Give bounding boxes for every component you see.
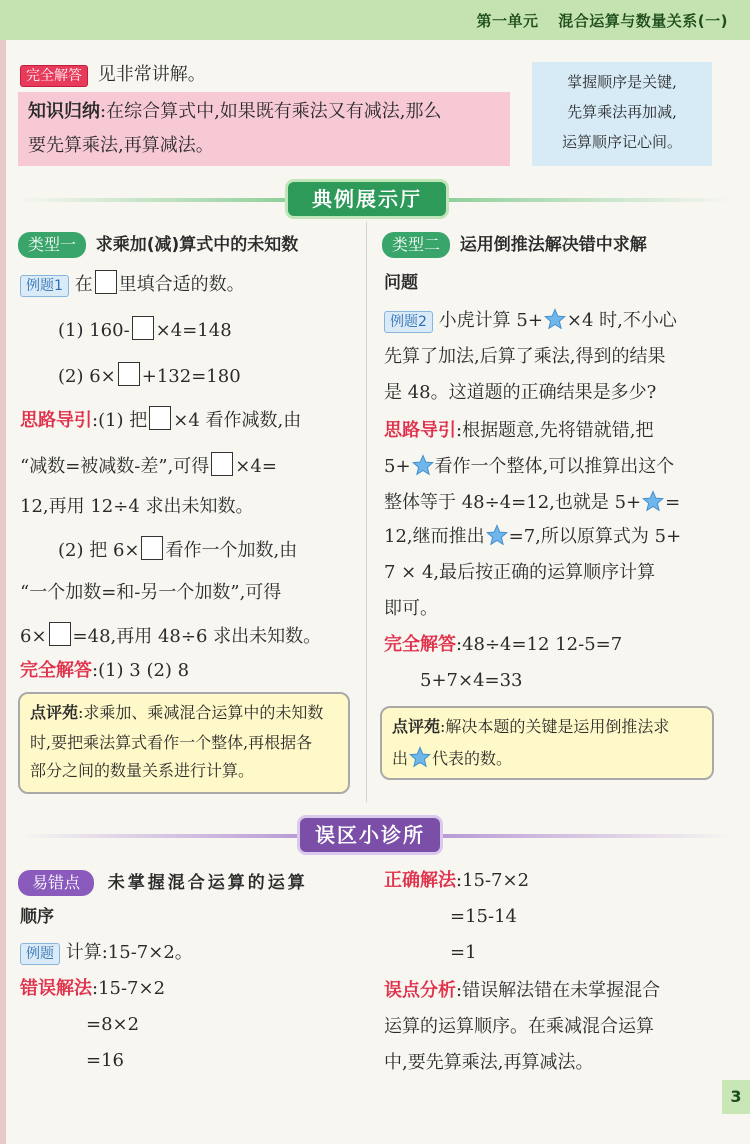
mistake-example-line — [20, 940, 193, 966]
wrong-solution-line-3: =16 — [86, 1050, 124, 1071]
guide1-line-5: “一个加数=和-另一个加数”,可得 — [20, 582, 282, 603]
answer1-text: :(1) 3 (2) 8 — [92, 660, 190, 681]
guide1-line-3: 12,再用 12÷4 求出未知数。 — [20, 496, 254, 517]
intro-text: 见非常讲解。 — [97, 64, 206, 85]
guide2-text-e: 12,继而推出 — [384, 526, 485, 547]
question-2 — [58, 362, 241, 390]
left-edge-strip — [0, 40, 6, 1144]
guide-label: 思路导引 — [20, 410, 92, 431]
banner-line-left — [20, 198, 288, 202]
comment2-line-1: :解决本题的关键是运用倒推法求 — [440, 717, 670, 736]
example2-tag: 例题2 — [384, 311, 433, 333]
guide1-text-b: ×4 看作减数,由 — [173, 410, 302, 431]
error-point-pill: 易错点 — [18, 870, 94, 896]
wrong-solution-text-1: :15-7×2 — [92, 978, 166, 999]
guide2-text-c: 看作一个整体,可以推算出这个 — [434, 456, 675, 477]
column-divider — [366, 222, 367, 802]
summary-label: 知识归纳 — [28, 101, 100, 122]
comment1-line-2: 时,要把乘法算式看作一个整体,再根据各 — [30, 733, 313, 752]
question-1 — [58, 316, 232, 344]
answer-box — [118, 362, 140, 386]
example1-text-a: 在 — [74, 274, 93, 295]
correct-solution-label: 正确解法 — [384, 870, 456, 891]
guide2-line-3: 整体等于 48÷4=12,也就是 5+ = — [384, 492, 681, 513]
banner-line-right — [446, 198, 730, 202]
mistake-example-tag: 例题 — [20, 943, 60, 965]
analysis-line-2: 运算的运算顺序。在乘减混合运算 — [384, 1016, 654, 1037]
guide2-line-2 — [384, 454, 674, 480]
guide1-text-g: 6× — [20, 626, 47, 647]
rhyme-box — [532, 62, 712, 166]
star-icon — [642, 490, 664, 512]
error-point-title-1: 未掌握混合运算的运算 — [107, 873, 308, 893]
example2-text-a: 小虎计算 5+ — [438, 310, 543, 331]
wrong-solution-line-1 — [20, 976, 165, 1002]
answer2-line-2: 5+7×4=33 — [420, 670, 523, 691]
correct-solution-line-3: =1 — [450, 942, 477, 963]
guide1-text-h: =48,再用 48÷6 求出未知数。 — [72, 626, 322, 647]
banner-line-left — [20, 834, 300, 838]
summary-line-2: 要先算乘法,再算减法。 — [28, 135, 214, 156]
intro-line — [20, 60, 206, 87]
error-point-title-2: 顺序 — [20, 907, 54, 927]
guide1-line-2 — [20, 452, 277, 480]
error-point-heading — [18, 868, 308, 896]
analysis-label: 误点分析 — [384, 980, 456, 1001]
guide1-line-6 — [20, 622, 321, 650]
banner-line-right — [440, 834, 730, 838]
q1-text-b: ×4=148 — [155, 320, 232, 341]
type-two-title-1: 运用倒推法解决错中求解 — [459, 235, 647, 255]
comment2-text-a: 出 — [392, 749, 409, 768]
example2-text-b: ×4 时,不小心 — [566, 310, 677, 331]
correct-solution-line-1 — [384, 868, 529, 894]
answer-label: 完全解答 — [384, 634, 456, 655]
star-icon — [409, 746, 431, 768]
type-one-pill: 类型一 — [18, 232, 86, 258]
answer-box — [149, 406, 171, 430]
guide2-line-6: 即可。 — [384, 598, 438, 619]
example2-line-2: 先算了加法,后算了乘法,得到的结果 — [384, 346, 666, 367]
comment1-line-1: :求乘加、乘减混合运算中的未知数 — [78, 703, 324, 722]
section-banner-mistakes: 误区小诊所 — [300, 818, 440, 852]
example2-line-3: 是 48。这道题的正确结果是多少? — [384, 382, 657, 403]
rhyme-line: 运算顺序记心间。 — [561, 133, 682, 151]
comment-box-2 — [380, 706, 714, 780]
q1-text-a: (1) 160- — [58, 320, 130, 341]
summary-line-1: :在综合算式中,如果既有乘法又有减法,那么 — [100, 101, 442, 122]
guide1-text-c: “减数=被减数-差”,可得 — [20, 456, 210, 477]
example1-line — [20, 270, 245, 298]
comment-label: 点评苑 — [392, 717, 441, 736]
guide1-text-d: ×4= — [235, 456, 277, 477]
guide2-text-a: :根据题意,先将错就错,把 — [456, 420, 654, 441]
guide1-text-a: :(1) 把 — [92, 410, 148, 431]
star-icon — [544, 308, 566, 330]
analysis-line-3: 中,要先算乘法,再算减法。 — [384, 1052, 594, 1073]
page-number: 3 — [722, 1080, 750, 1114]
rhyme-line: 掌握顺序是关键, — [567, 73, 677, 91]
q2-text-b: +132=180 — [141, 366, 241, 387]
mistake-question: 计算:15-7×2。 — [65, 942, 193, 963]
header-text — [463, 10, 728, 31]
answer-box — [141, 536, 163, 560]
comment2-text-b: 代表的数。 — [432, 749, 513, 768]
wrong-solution-label: 错误解法 — [20, 978, 92, 999]
guide1-line-1 — [20, 406, 301, 434]
complete-answer-tag: 完全解答 — [20, 65, 88, 87]
type-two-title-2: 问题 — [384, 273, 418, 293]
answer-box — [132, 316, 154, 340]
type-one-heading — [18, 230, 298, 258]
example1-text-b: 里填合适的数。 — [118, 274, 245, 295]
answer1-line — [20, 658, 189, 684]
answer-box — [95, 270, 117, 294]
comment-label: 点评苑 — [30, 703, 79, 722]
guide2-line-5: 7 × 4,最后按正确的运算顺序计算 — [384, 562, 656, 583]
rhyme-line: 先算乘法再加减, — [567, 103, 677, 121]
guide1-text-e: (2) 把 6× — [58, 540, 140, 561]
analysis-text-1: :错误解法错在未掌握混合 — [456, 980, 661, 1001]
guide2-text-f: =7,所以原算式为 5+ — [508, 526, 682, 547]
guide2-text-b: 5+ — [384, 456, 411, 477]
type-two-heading — [382, 230, 647, 258]
answer-box — [211, 452, 233, 476]
correct-solution-line-2: =15-14 — [450, 906, 517, 927]
guide2-line-4 — [384, 524, 681, 550]
unit-label: 第一单元 — [476, 12, 539, 30]
knowledge-summary-box — [18, 92, 510, 166]
comment-box-1 — [18, 692, 350, 794]
star-icon — [412, 454, 434, 476]
example2-line-1 — [384, 308, 677, 334]
type-two-pill: 类型二 — [382, 232, 450, 258]
guide1-line-4 — [58, 536, 297, 564]
answer-box — [49, 622, 71, 646]
type-one-title: 求乘加(减)算式中的未知数 — [95, 235, 299, 255]
wrong-solution-line-2: =8×2 — [86, 1014, 140, 1035]
top-header-bar — [0, 0, 750, 40]
answer2-line-1 — [384, 632, 622, 658]
analysis-line-1 — [384, 978, 660, 1004]
guide1-text-f: 看作一个加数,由 — [165, 540, 298, 561]
correct-solution-text-1: :15-7×2 — [456, 870, 530, 891]
example1-tag: 例题1 — [20, 275, 69, 297]
guide2-text-d: 整体等于 48÷4=12,也就是 5+ — [384, 492, 642, 513]
answer2-text-1: :48÷4=12 12-5=7 — [456, 634, 623, 655]
star-icon — [486, 524, 508, 546]
comment1-line-3: 部分之间的数量关系进行计算。 — [30, 761, 255, 780]
chapter-title: 混合运算与数量关系(一) — [558, 12, 728, 30]
answer-label: 完全解答 — [20, 660, 92, 681]
section-banner-examples: 典例展示厅 — [288, 182, 446, 216]
guide2-line-1 — [384, 418, 654, 444]
q2-text-a: (2) 6× — [58, 366, 116, 387]
guide-label: 思路导引 — [384, 420, 456, 441]
